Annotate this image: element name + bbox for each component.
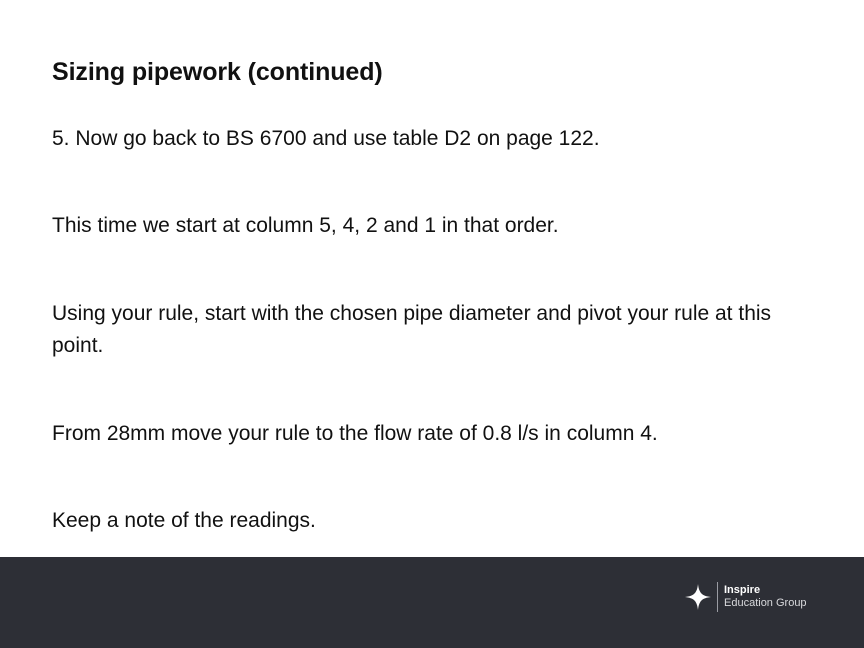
instruction-column-order: This time we start at column 5, 4, 2 and 1 in that order.	[52, 214, 559, 237]
page-title: Sizing pipework (continued)	[52, 58, 383, 86]
inspire-logo	[684, 582, 807, 612]
logo-subtitle: Education Group	[724, 597, 807, 609]
instruction-note-readings: Keep a note of the readings.	[52, 509, 316, 532]
four-point-star-icon	[684, 583, 712, 611]
logo-name: Inspire	[724, 584, 761, 596]
instruction-flow-rate: From 28mm move your rule to the flow rate of 0.8 l/s in column 4.	[52, 422, 658, 445]
logo-divider	[717, 582, 718, 612]
logo-wordmark	[724, 584, 807, 610]
instruction-step-5: 5. Now go back to BS 6700 and use table D2 on page 122.	[52, 127, 600, 150]
instruction-pivot-rule: Using your rule, start with the chosen pipe diameter and pivot your rule at this point.	[52, 302, 772, 357]
